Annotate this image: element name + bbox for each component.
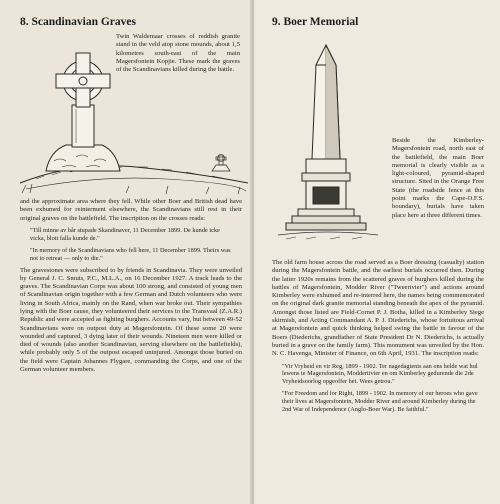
section-heading-boer-memorial: 9. Boer Memorial (272, 16, 359, 28)
boer-inscription-afrikaans: "Vir Vryheid en vir Reg, 1899 - 1902. Ter nagedagtenis aan ons helde wat hul lewens te Magersfontein, Moddertivier en om Kimberley gedurende die 2de Vryheidsoorlog opgeoffer het. Wees getrou." (282, 362, 478, 386)
obelisk-memorial-icon (272, 39, 384, 259)
scandinavian-inscription-english: "In memory of the Scandinavians who fell here, 11 December 1899. Theirs was not to retreat — only to die." (30, 246, 231, 262)
section-heading-scandinavian-graves: 8. Scandinavian Graves (20, 16, 136, 28)
right-page (254, 0, 500, 504)
boer-memorial-intro: Beside the Kimberley-Magersfontein road, north east of the battlefield, the main Boer memorial is clearly visible as a light-coloured, pyramid-shaped structure. Sited in the Orange Free State (the roadside fence at this point marks the Cape-O.F.S. boundary), burials have taken place here at three different times. (392, 137, 484, 219)
scandinavian-graves-intro: Twin Waldemaar crosses of reddish granite stand in the veld atop stone mounds, about 1,5 kilometres south-east of the main Magersfontein Kopjie. These mark the graves of the Scandinavians killed during the battle. (116, 33, 240, 74)
scandinavian-graves-illustration (16, 33, 242, 195)
scandinavian-inscription-swedish: "Till minne av bår stupade Skandinaver, 11 December 1899. De kunde icke vicka, blott falla kunde de." (30, 226, 220, 242)
boer-memorial-paragraph-1: The old farm house across the road served as a Boer dressing (casualty) station during the Magersfontein battle, and the earliest burials occurred then. During the latter 1920s remains from the scattered graves of burghers killed during the battles of Magersfontein, Modder River ("Tweerivier") and actions around Kimberley were exhumed and re-interred here, the names being commemorated on the original dark granite memorial standing beneath the apex of the pyramid. Amongst those listed are Field-Cornet P. J. Botha, killed in a Kimberley Siege skirmish, and Acting Commandant A. P. J. Diederichs, whose fortuitous arrival at Magersfontein and quick thinking helped swing the battle in favour of the Boers (Diederichs, grandfather of State President Dr N. Diederichs, is actually buried in a grave on the family farm). This monument was unveiled by the Hon. N. C. Havenga, Minister of Finance, on 6th April, 1931. The inscription reads: (272, 259, 484, 358)
scandinavian-graves-paragraph-1: and the approximate area where they fell. While other Boer and British dead have been exhumed for reinterment elsewhere, the Scandinavians still rest in their original graves on the battlefield. The inscription on the crosses reads: (20, 198, 242, 222)
boer-memorial-illustration (272, 39, 384, 259)
boer-inscription-english: "For Freedom and for Right, 1899 - 1902. In memory of our heroes who gave their lives at Magersfontein, Modder River and around Kimberley during the 2nd War of Independence (Anglo-Boer War). Be faithful." (282, 390, 478, 414)
scandinavian-graves-paragraph-2: The gravestones were subscribed to by friends in Scandinavia. They were unveiled by General J. C. Smuts, P.C., M.L.A., on 16 December 1927. A track leads to the graves. The Scandinavian Corps was about 100 strong, and consisted of young men of Scandinavian origin together with a few German and Dutch volunteers who were living in South Africa, mainly on the Rand, when war broke out. Their sympathies lying with the Boer cause, they volunteered their services to the Transvaal (Z.A.R.) Republic and were accepted as fighting burghers. Accounts vary, but between 49-52 Scandinavians were on outpost duty at Magersfontein. Of these some 20 were wounded and captured, 3 dying later of their wounds. Nineteen men were killed or died of wounds (also another Scandinavian, serving elsewhere on the battlefields), while probably only 5 of the outpost escaped uninjured. Amongst those buried on the field were Captain Johannes Flygare, commanding the Corps, and one of the German volunteer members. (20, 266, 242, 374)
